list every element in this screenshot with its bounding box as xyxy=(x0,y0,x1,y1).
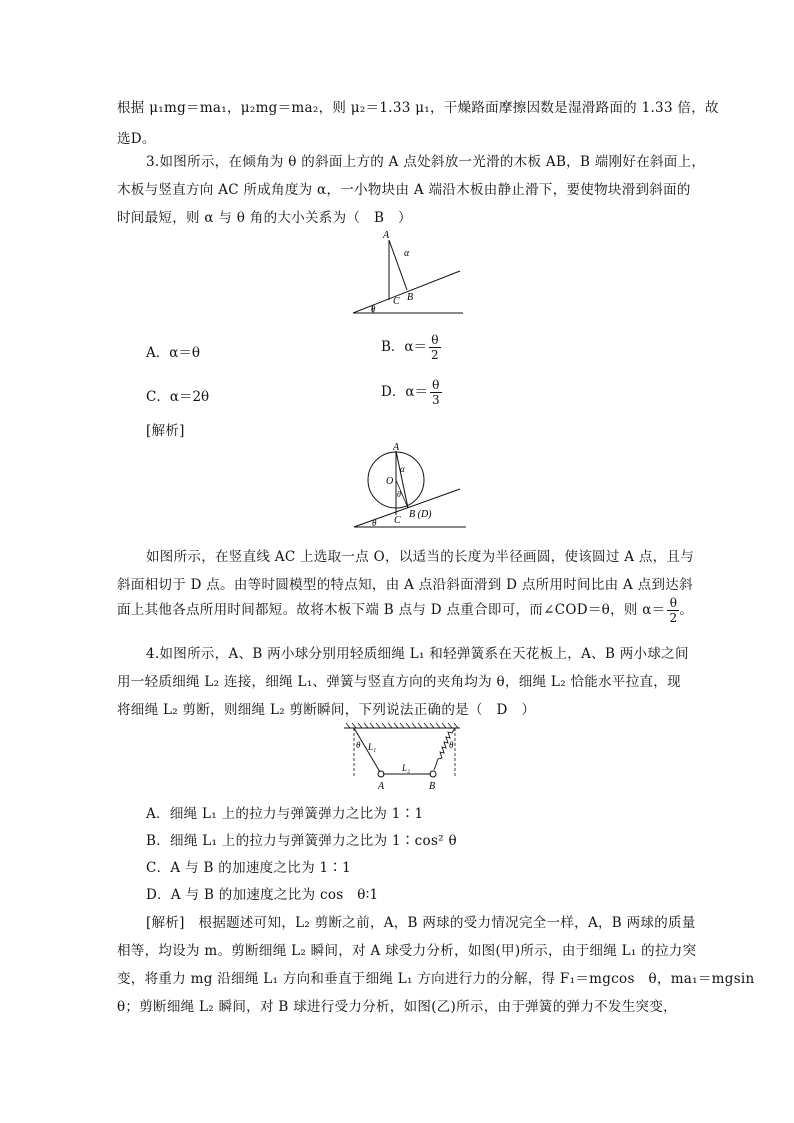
numerator: θ xyxy=(667,596,679,611)
figure-rope-spring xyxy=(340,722,465,794)
fraction xyxy=(667,596,679,625)
option-d-label: D．α＝ xyxy=(381,384,428,400)
option-b: B．细绳 L₁ 上的拉力与弹簧弹力之比为 1∶cos² θ xyxy=(146,833,457,849)
angle-label: θ xyxy=(449,740,454,750)
point-label: C xyxy=(394,515,401,526)
option-a: A．α＝θ xyxy=(146,345,200,361)
point-label: A xyxy=(383,230,390,241)
option-c: C．A 与 B 的加速度之比为 1∶1 xyxy=(146,860,352,876)
point-label: C xyxy=(393,296,400,307)
option-b xyxy=(381,333,441,362)
text-line: 用一轻质细绳 L₂ 连接，细绳 L₁、弹簧与竖直方向的夹角均为 θ，细绳 L₂ 恰能水平拉直，现 xyxy=(117,674,681,690)
analysis-tag: [解析] xyxy=(146,423,185,439)
point-label: A xyxy=(393,442,400,453)
text-line: 变，将重力 mg 沿细绳 L₁ 方向和垂直于细绳 L₁ 方向进行力的分解，得 F₁＝mgcos θ，ma₁＝mgsin xyxy=(117,971,755,987)
text-line xyxy=(117,596,693,625)
rope-label: L₁ xyxy=(368,742,377,752)
text-line: 根据 μ₁mg＝ma₁，μ₂mg＝ma₂，则 μ₂＝1.33 μ₁，干燥路面摩擦因数是湿滑路面的 1.33 倍，故 xyxy=(117,100,719,116)
option-c: C．α＝2θ xyxy=(146,389,210,405)
text-line: 如图所示，在竖直线 AC 上选取一点 O，以适当的长度为半径画圆，使该圆过 A 点，且与 xyxy=(146,549,695,565)
text-line: 相等，均设为 m。剪断细绳 L₂ 瞬间，对 A 球受力分析，如图(甲)所示，由于细绳 L₁ 的拉力突 xyxy=(117,943,697,959)
angle-label: θ xyxy=(371,304,376,314)
option-d: D．A 与 B 的加速度之比为 cos θ∶1 xyxy=(146,887,379,903)
text-line: 将细绳 L₂ 剪断，则细绳 L₂ 剪断瞬间，下列说法正确的是（ D ） xyxy=(117,702,536,718)
denominator: 2 xyxy=(669,611,678,625)
point-label: B xyxy=(407,292,414,303)
rope-label: L₂ xyxy=(402,763,411,773)
numerator: θ xyxy=(430,378,442,393)
figure-incline-board xyxy=(345,228,470,320)
numerator: θ xyxy=(429,333,441,348)
denominator: 3 xyxy=(431,393,440,407)
angle-label: θ xyxy=(372,518,377,528)
option-d xyxy=(381,378,442,407)
text-line: θ；剪断细绳 L₂ 瞬间，对 B 球进行受力分析，如图(乙)所示，由于弹簧的弹力不发生突变， xyxy=(117,999,677,1015)
fraction xyxy=(430,378,442,407)
text-line: 时间最短，则 α 与 θ 角的大小关系为（ B ） xyxy=(117,210,412,226)
text-line: 选D。 xyxy=(117,131,156,147)
question-3-stem: 3.如图所示，在倾角为 θ 的斜面上方的 A 点处斜放一光滑的木板 AB，B 端刚好在斜面上， xyxy=(146,154,706,170)
point-label: O xyxy=(386,476,394,487)
angle-label: θ xyxy=(356,740,361,750)
ball-label: B xyxy=(429,781,436,792)
fraction xyxy=(429,333,441,362)
option-a: A．细绳 L₁ 上的拉力与弹簧弹力之比为 1∶1 xyxy=(146,806,424,822)
text-span: 面上其他各点所用时间都短。故将木板下端 B 点与 D 点重合即可，而∠COD＝θ，则 α＝ xyxy=(117,602,666,618)
angle-label: α xyxy=(404,248,410,259)
text-line: 斜面相切于 D 点。由等时圆模型的特点知，由 A 点沿斜面滑到 D 点所用时间比由 A 点到达斜 xyxy=(117,577,693,593)
figure-isochronous-circle xyxy=(350,440,470,532)
question-4-stem: 4.如图所示，A、B 两小球分别用轻质细绳 L₁ 和轻弹簧系在天花板上，A、B 两小球之间 xyxy=(146,646,689,662)
analysis-text: [解析] 根据题述可知，L₂ 剪断之前，A，B 两球的受力情况完全一样，A，B 两球的质量 xyxy=(146,915,696,931)
point-label: B (D) xyxy=(409,509,432,520)
angle-label: θ xyxy=(397,490,401,499)
text-span: 。 xyxy=(679,602,694,618)
angle-label: α xyxy=(400,464,405,474)
denominator: 2 xyxy=(431,348,439,362)
ball-label: A xyxy=(378,781,385,792)
option-b-label: B．α＝ xyxy=(381,339,428,355)
text-line: 木板与竖直方向 AC 所成角度为 α，一小物块由 A 端沿木板由静止滑下，要使物块滑到斜面的 xyxy=(117,182,691,198)
